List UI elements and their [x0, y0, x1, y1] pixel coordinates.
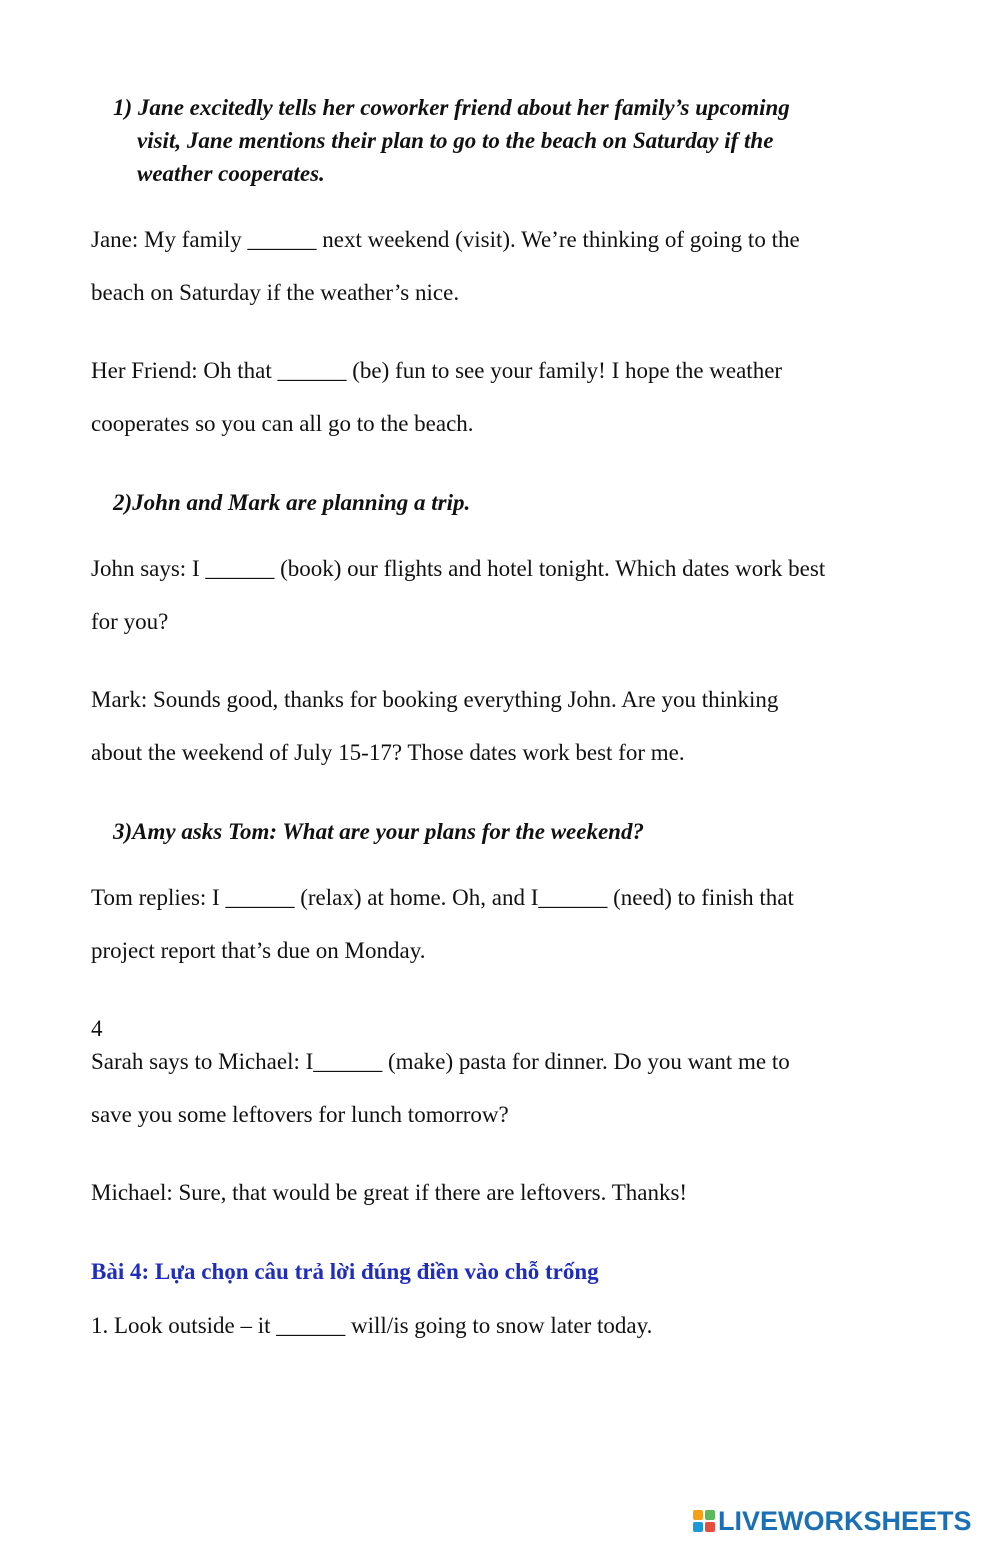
q1-line-2: beach on Saturday if the weather’s nice.	[91, 280, 460, 305]
q4-line-2: save you some leftovers for lunch tomorrow?	[91, 1102, 509, 1127]
q2-line-1: John says: I ______ (book) our flights and hotel tonight. Which dates work best	[91, 556, 826, 581]
q2-line-2: for you?	[91, 609, 169, 634]
q3-line-1: Tom replies: I ______ (relax) at home. Oh, and I______ (need) to finish that	[91, 885, 794, 910]
exercise-4-title: Bài 4: Lựa chọn câu trả lời đúng điền vào chỗ trống	[91, 1259, 599, 1284]
question-1-number: 1)	[113, 95, 133, 120]
q1-line-1: Jane: My family ______ next weekend (visit). We’re thinking of going to the	[91, 227, 800, 252]
q1-line-4: cooperates so you can all go to the beach.	[91, 411, 474, 436]
q4-line-3: Michael: Sure, that would be great if there are leftovers. Thanks!	[91, 1180, 688, 1205]
question-1-heading-line-3: weather cooperates.	[137, 161, 325, 186]
question-1-heading-line-2: visit, Jane mentions their plan to go to the beach on Saturday if the	[137, 128, 774, 153]
question-1-heading-line-1: Jane excitedly tells her coworker friend about her family’s upcoming	[137, 95, 790, 120]
question-2-heading: 2)John and Mark are planning a trip.	[113, 490, 471, 515]
q3-line-2: project report that’s due on Monday.	[91, 938, 426, 963]
q4-line-1: Sarah says to Michael: I______ (make) pasta for dinner. Do you want me to	[91, 1049, 790, 1074]
q2-line-3: Mark: Sounds good, thanks for booking everything John. Are you thinking	[91, 687, 779, 712]
liveworksheets-logo	[693, 1505, 972, 1537]
question-4-number: 4	[91, 1016, 103, 1041]
q2-line-4: about the weekend of July 15-17? Those dates work best for me.	[91, 740, 685, 765]
question-3-heading: 3)Amy asks Tom: What are your plans for the weekend?	[113, 819, 644, 844]
liveworksheets-logo-text: LIVEWORKSHEETS	[718, 1506, 972, 1536]
q1-line-3: Her Friend: Oh that ______ (be) fun to see your family! I hope the weather	[91, 358, 783, 383]
liveworksheets-logo-icon	[693, 1510, 715, 1532]
exercise-4-item-1: 1. Look outside – it ______ will/is going to snow later today.	[91, 1313, 653, 1338]
question-1-heading	[113, 91, 790, 190]
